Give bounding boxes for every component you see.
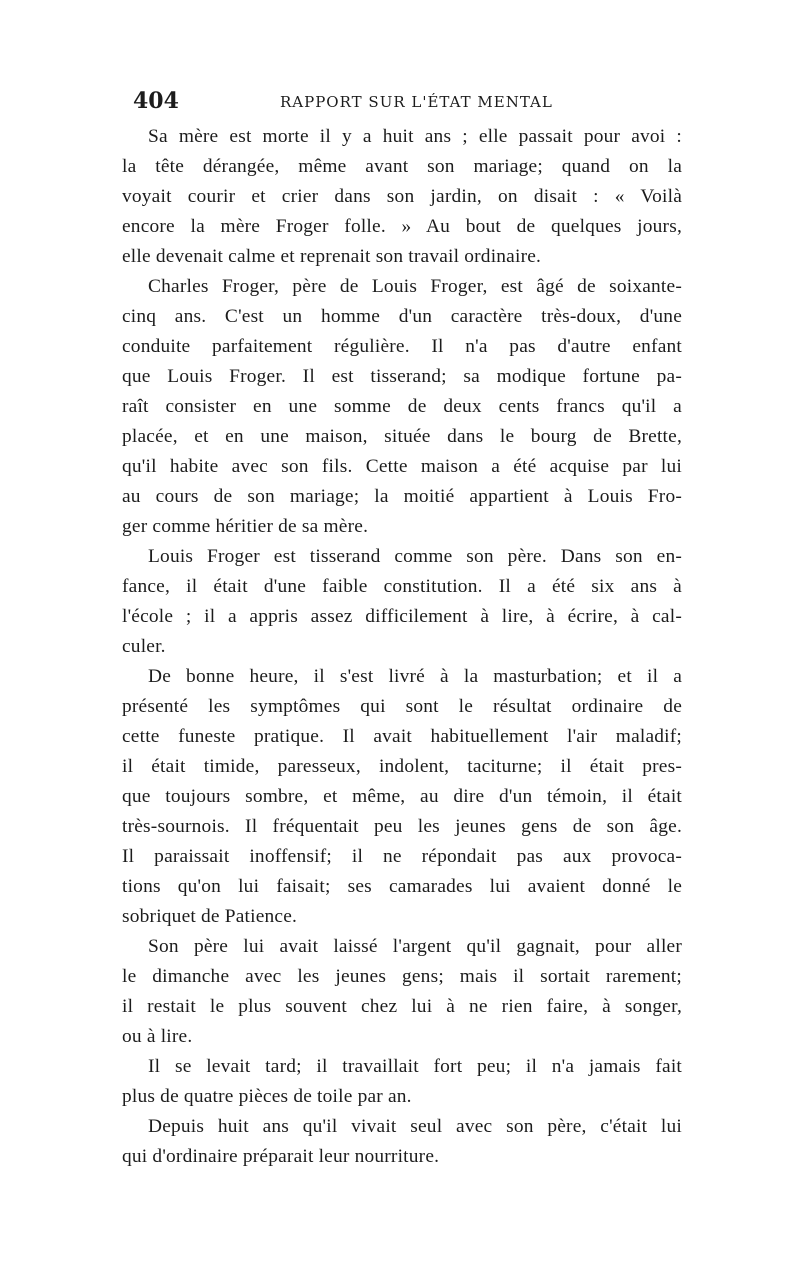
text-line: cinq ans. C'est un homme d'un caractère très-doux, d'une bbox=[122, 306, 682, 327]
text-line: Louis Froger est tisserand comme son père. Dans son en- bbox=[148, 546, 682, 567]
text-line: que toujours sombre, et même, au dire d'un témoin, il était bbox=[122, 786, 682, 807]
text-line: Son père lui avait laissé l'argent qu'il gagnait, pour aller bbox=[148, 936, 682, 957]
text-line: ou à lire. bbox=[122, 1026, 193, 1047]
text-line: Il se levait tard; il travaillait fort peu; il n'a jamais fait bbox=[148, 1056, 682, 1077]
text-line: il était timide, paresseux, indolent, taciturne; il était pres- bbox=[122, 756, 682, 777]
page-number: 404 bbox=[133, 88, 179, 114]
running-head bbox=[120, 88, 680, 118]
text-line: cette funeste pratique. Il avait habituellement l'air maladif; bbox=[122, 726, 682, 747]
text-line: qu'il habite avec son fils. Cette maison a été acquise par lui bbox=[122, 456, 682, 477]
text-line: tions qu'on lui faisait; ses camarades lui avaient donné le bbox=[122, 876, 682, 897]
paragraph bbox=[122, 272, 682, 542]
text-line: elle devenait calme et reprenait son travail ordinaire. bbox=[122, 246, 542, 267]
text-line: culer. bbox=[122, 636, 166, 657]
running-title: RAPPORT SUR L'ÉTAT MENTAL bbox=[280, 93, 553, 111]
text-line: Depuis huit ans qu'il vivait seul avec son père, c'était lui bbox=[148, 1116, 682, 1137]
text-line: voyait courir et crier dans son jardin, on disait : « Voilà bbox=[122, 186, 682, 207]
text-line: Il paraissait inoffensif; il ne répondait pas aux provoca- bbox=[122, 846, 682, 867]
text-line: raît consister en une somme de deux cents francs qu'il a bbox=[122, 396, 682, 417]
paragraph bbox=[122, 1112, 682, 1172]
paragraph bbox=[122, 932, 682, 1052]
text-line: plus de quatre pièces de toile par an. bbox=[122, 1086, 412, 1107]
text-line: présenté les symptômes qui sont le résultat ordinaire de bbox=[122, 696, 682, 717]
text-line: De bonne heure, il s'est livré à la masturbation; et il a bbox=[148, 666, 682, 687]
text-line: Sa mère est morte il y a huit ans ; elle passait pour avoi : bbox=[148, 126, 682, 147]
text-body bbox=[122, 122, 682, 1172]
text-line: la tête dérangée, même avant son mariage; quand on la bbox=[122, 156, 682, 177]
text-line: le dimanche avec les jeunes gens; mais il sortait rarement; bbox=[122, 966, 682, 987]
text-line: ger comme héritier de sa mère. bbox=[122, 516, 369, 537]
paragraph bbox=[122, 662, 682, 932]
text-line: fance, il était d'une faible constitution. Il a été six ans à bbox=[122, 576, 682, 597]
text-line: il restait le plus souvent chez lui à ne rien faire, à songer, bbox=[122, 996, 682, 1017]
text-line: que Louis Froger. Il est tisserand; sa modique fortune pa- bbox=[122, 366, 682, 387]
paragraph bbox=[122, 122, 682, 272]
paragraph bbox=[122, 542, 682, 662]
text-line: l'école ; il a appris assez difficilement à lire, à écrire, à cal- bbox=[122, 606, 682, 627]
text-line: encore la mère Froger folle. » Au bout de quelques jours, bbox=[122, 216, 682, 237]
text-line: Charles Froger, père de Louis Froger, est âgé de soixante- bbox=[148, 276, 682, 297]
text-line: très-sournois. Il fréquentait peu les jeunes gens de son âge. bbox=[122, 816, 682, 837]
text-line: placée, et en une maison, située dans le bourg de Brette, bbox=[122, 426, 682, 447]
paragraph bbox=[122, 1052, 682, 1112]
text-line: au cours de son mariage; la moitié appartient à Louis Fro- bbox=[122, 486, 682, 507]
text-line: qui d'ordinaire préparait leur nourriture. bbox=[122, 1146, 440, 1167]
text-line: sobriquet de Patience. bbox=[122, 906, 298, 927]
text-line: conduite parfaitement régulière. Il n'a pas d'autre enfant bbox=[122, 336, 682, 357]
